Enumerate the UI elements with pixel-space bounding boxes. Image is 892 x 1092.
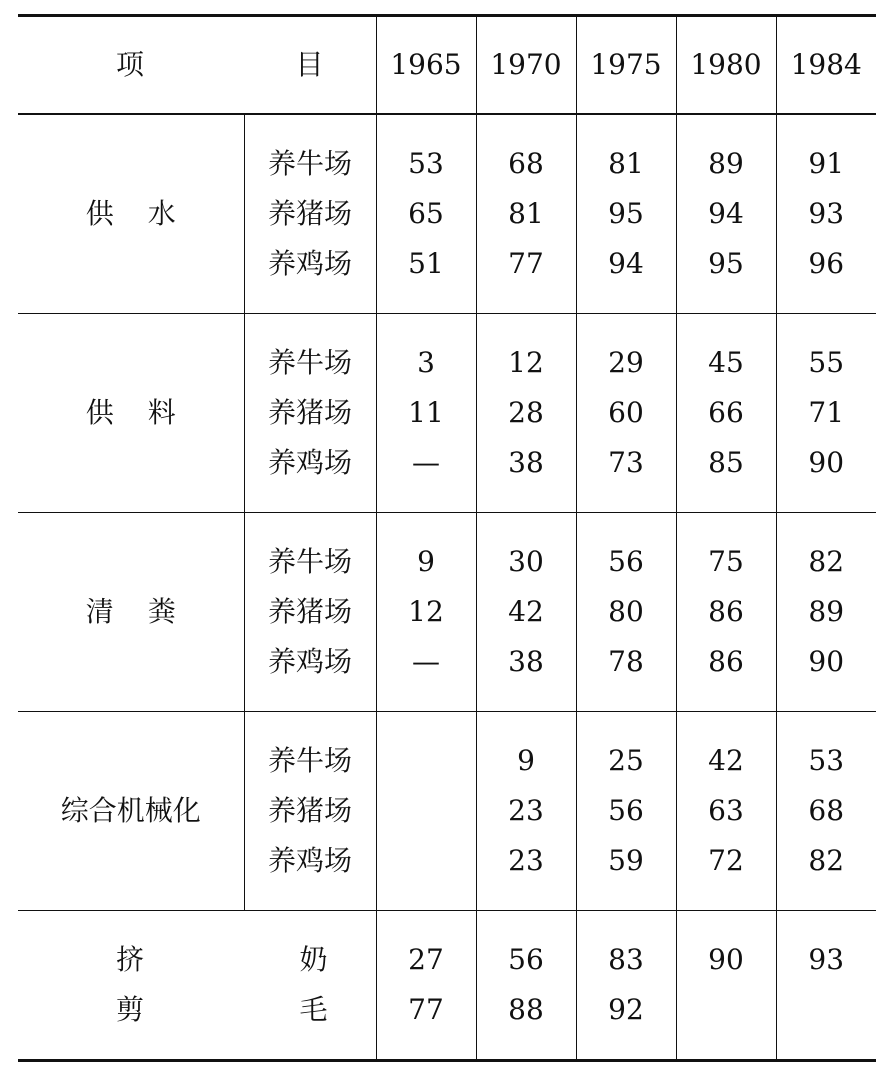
sub-item-label: 养鸡场 [267,645,352,678]
value: 86 [708,595,744,628]
value: 82 [808,844,845,877]
value-cell [676,513,776,712]
value: 93 [808,197,845,230]
value-cell [376,114,476,314]
item-header [18,16,376,115]
value: 71 [808,396,845,429]
sub-item-label: 养牛场 [267,744,352,777]
value-cell [676,911,776,1061]
category-cell [18,513,244,712]
value: 23 [508,794,544,827]
value [422,736,431,786]
value: 75 [708,545,744,578]
category-label: 供 [85,197,114,230]
value-cell [376,314,476,513]
value-cell [376,513,476,712]
value: 51 [408,247,444,280]
value-cell [776,712,876,911]
value: 28 [508,396,544,429]
value-cell [476,314,576,513]
tail-label: 剪 [116,993,145,1026]
value: 86 [708,645,744,678]
value: 65 [408,197,444,230]
value: 81 [508,197,544,230]
sub-item-label: 养鸡场 [267,844,352,877]
value: — [412,645,440,678]
value: 9 [417,545,435,578]
item-header-left: 项 [116,48,145,81]
value: 90 [708,943,744,976]
year-header: 1980 [676,16,776,115]
sub-item-label: 养猪场 [267,794,352,827]
value: 89 [708,147,744,180]
sub-items-cell [244,513,376,712]
value: 95 [608,197,644,230]
value-cell [376,911,476,1061]
value: 73 [608,446,644,479]
value: 3 [417,346,435,379]
value: — [412,446,440,479]
value: 56 [608,545,644,578]
value-cell [776,314,876,513]
value: 38 [508,645,544,678]
value: 96 [808,247,845,280]
value: 78 [608,645,644,678]
value: 53 [408,147,444,180]
value: 60 [608,396,644,429]
value: 56 [608,794,644,827]
value: 92 [608,993,644,1026]
value: 83 [608,943,644,976]
table-row [18,712,876,911]
category-cell [18,314,244,513]
group-feed-supply [18,314,876,513]
value [822,985,831,1035]
value-cell [576,314,676,513]
value-cell [576,911,676,1061]
value: 66 [708,396,744,429]
value-cell [476,911,576,1061]
value-cell [676,712,776,911]
tail-label: 奶 [299,943,328,976]
value: 95 [708,247,744,280]
value: 77 [408,993,444,1026]
group-overall-mechanization [18,712,876,911]
value: 91 [808,147,845,180]
value: 55 [808,346,845,379]
category-label: 供 [85,396,114,429]
value: 94 [708,197,744,230]
value: 68 [508,147,544,180]
category-label: 料 [147,396,176,429]
category-cell [18,114,244,314]
value-cell [476,712,576,911]
sub-item-label: 养牛场 [267,147,352,180]
header-row [18,16,876,115]
value-cell [676,114,776,314]
value-cell [576,513,676,712]
value: 63 [708,794,744,827]
value: 90 [808,645,845,678]
value: 29 [608,346,644,379]
value: 53 [808,744,845,777]
sub-item-label: 养鸡场 [267,247,352,280]
year-header: 1965 [376,16,476,115]
value: 94 [608,247,644,280]
table-row [18,314,876,513]
value: 42 [508,595,544,628]
value: 9 [517,744,535,777]
sub-item-label: 养鸡场 [267,446,352,479]
value-cell [576,114,676,314]
value-cell [476,513,576,712]
value-cell [576,712,676,911]
value: 27 [408,943,444,976]
sub-item-label: 养猪场 [267,197,352,230]
table-row [18,114,876,314]
value-cell [776,911,876,1061]
value: 56 [508,943,544,976]
value: 88 [508,993,544,1026]
sub-item-label: 养牛场 [267,545,352,578]
value: 85 [708,446,744,479]
sub-items-cell [244,712,376,911]
table-row [18,911,876,1061]
value: 23 [508,844,544,877]
value: 45 [708,346,744,379]
value: 82 [808,545,845,578]
value-cell [676,314,776,513]
value-cell [776,513,876,712]
value: 90 [808,446,845,479]
value: 11 [408,396,444,429]
value: 89 [808,595,845,628]
value: 12 [508,346,544,379]
value: 68 [808,794,845,827]
tail-label: 挤 [116,943,145,976]
value [422,786,431,836]
value: 72 [708,844,744,877]
value [422,836,431,886]
sub-item-label: 养牛场 [267,346,352,379]
year-header: 1984 [776,16,876,115]
value: 38 [508,446,544,479]
category-label: 综合机械化 [60,794,201,827]
value: 81 [608,147,644,180]
mechanization-table [18,14,876,1062]
table-row [18,513,876,712]
value-cell [776,114,876,314]
value: 12 [408,595,444,628]
year-header: 1975 [576,16,676,115]
category-label: 清 [85,595,114,628]
value: 80 [608,595,644,628]
value-cell [376,712,476,911]
value: 30 [508,545,544,578]
item-header-right: 目 [295,48,324,81]
group-milking-shearing [18,911,876,1061]
value: 77 [508,247,544,280]
sub-items-cell [244,314,376,513]
sub-items-cell [244,114,376,314]
value: 42 [708,744,744,777]
tail-label: 毛 [299,993,328,1026]
group-manure-cleaning [18,513,876,712]
value: 25 [608,744,644,777]
value-cell [476,114,576,314]
category-label: 水 [147,197,176,230]
value [722,985,731,1035]
tail-labels-cell [18,911,376,1061]
year-header: 1970 [476,16,576,115]
category-label: 粪 [147,595,176,628]
group-water-supply [18,114,876,314]
value: 93 [808,943,845,976]
value: 59 [608,844,644,877]
sub-item-label: 养猪场 [267,595,352,628]
sub-item-label: 养猪场 [267,396,352,429]
category-cell [18,712,244,911]
